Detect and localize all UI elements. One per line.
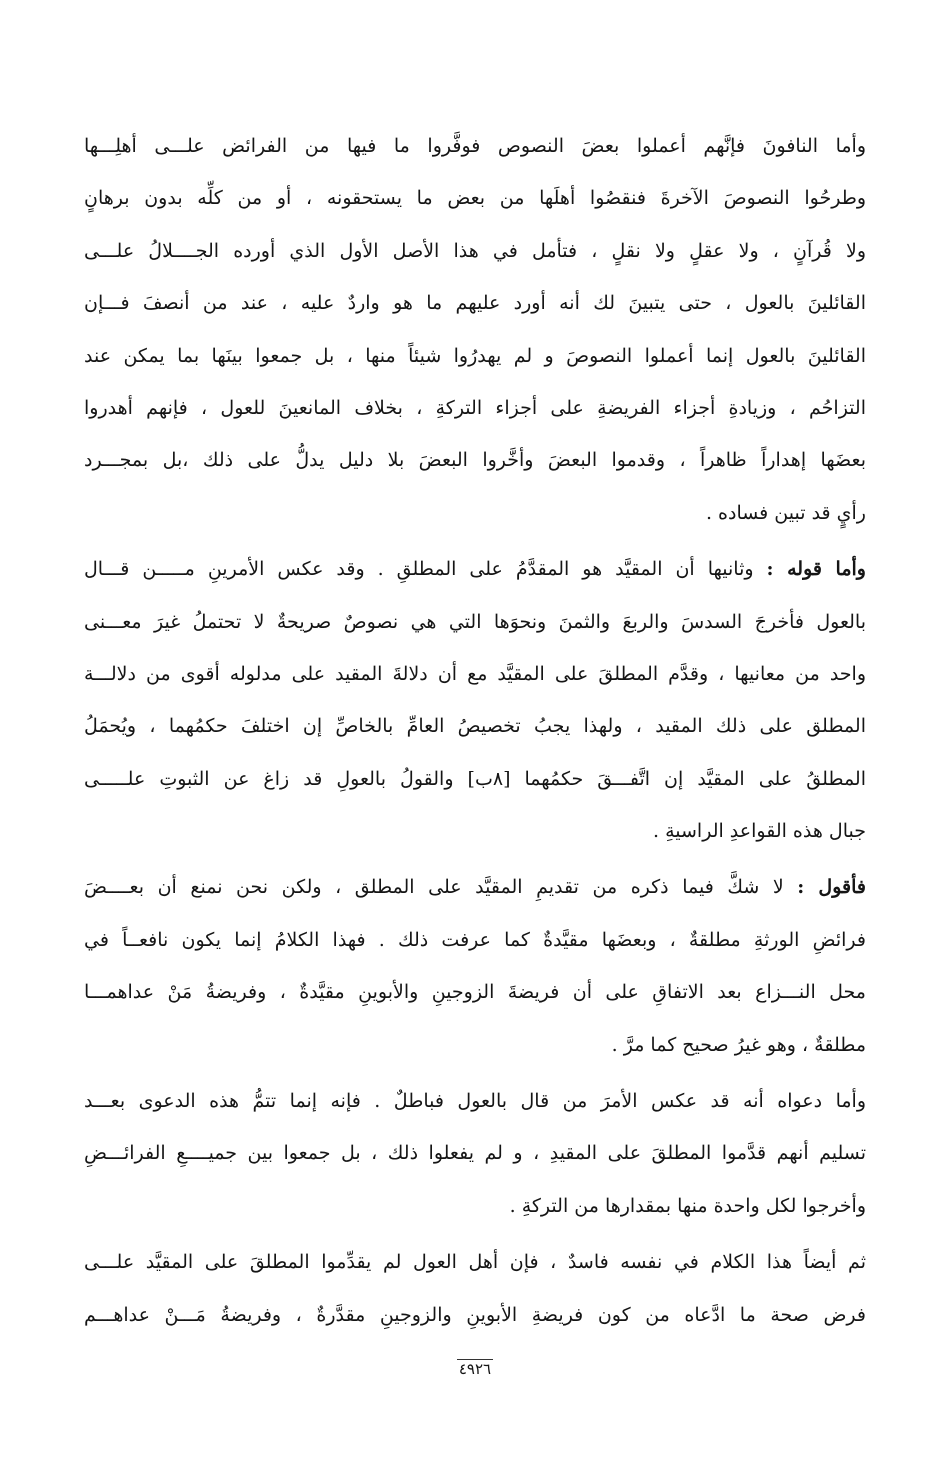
text-line: وأما النافونَ فإنَّهم أعملوا بعضَ النصوص فوفَّروا ما فيها من الفرائض علـــى أهلِـــها <box>84 135 866 157</box>
text-line: ثم أيضاً هذا الكلام في نفسه فاسدٌ ، فإن أهل العول لم يقدِّموا المطلقَ على المقيَّد علـــى <box>84 1251 866 1274</box>
paragraph-2 <box>84 549 866 863</box>
page-number-text: ٤٩٢٦ <box>458 1360 492 1378</box>
paragraph-1 <box>84 126 866 545</box>
text-line: المطلق على ذلك المقيد ، ولهذا يجبُ تخصيصُ العامِّ بالخاصِّ إن اختلفَ حكمُهما ، ويُحمَلُ <box>84 715 866 738</box>
text-line: التزاحُم ، وزيادةِ أجزاء الفريضةِ على أجزاء التركةِ ، بخلاف المانعينَ للعول ، فإنهم أهدروا <box>84 396 866 419</box>
text-line: القائلينَ بالعول ، حتى يتبينَ لك أنه أورد عليهم ما هو واردٌ عليه ، عند من أنصفَ فـــإن <box>84 292 866 315</box>
paragraph-4 <box>84 1081 866 1238</box>
text-line: فرض صحة ما ادَّعاه من كون فريضةِ الأبوينِ والزوجينِ مقدَّرةٌ ، وفريضةُ مَـــنْ عداهـــم <box>84 1303 866 1326</box>
text-line-rest: لا شكَّ فيما ذكره من تقديمِ المقيَّد على المطلق ، ولكن نحن نمنع أن بعــــضَ <box>84 876 784 899</box>
text-line: مطلقةٌ ، وهو غيرُ صحيح كما مرَّ . <box>611 1033 866 1056</box>
body-text <box>84 126 866 1351</box>
text-line: المطلقُ على المقيَّد إن اتَّفـــقَ حكمُهما [٨ب] والقولُ بالعولِ قد زاغ عن الثبوتِ علـــــى <box>84 767 866 790</box>
text-line: بالعول فأخرجَ السدسَ والربعَ والثمنَ ونحوَها التي هي نصوصٌ صريحةٌ لا تحتملُ غيرَ معـــنى <box>84 610 866 633</box>
text-line-with-lead <box>84 867 866 919</box>
text-line: جبال هذه القواعدِ الراسيةِ . <box>653 820 866 843</box>
text-line: وأخرجوا لكل واحدة منها بمقدارها من التركةِ . <box>509 1194 866 1217</box>
text-line-rest: وثانيها أن المقيَّد هو المقدَّمُ على المطلقِ . وقد عكس الأمرينِ مـــــن قـــال <box>84 558 754 581</box>
text-line-with-lead <box>84 549 866 601</box>
text-line: وأما دعواه أنه قد عكس الأمرَ من قال بالعول فباطلٌ . فإنه إنما تتمُّ هذه الدعوى بعـــد <box>84 1090 866 1113</box>
text-line: القائلينَ بالعول إنما أعملوا النصوصَ و لم يهدرُوا شيئاً منها ، بل جمعوا بينَها بما يمكن عند <box>84 344 866 367</box>
text-line: واحد من معانيها ، وقدَّم المطلقَ على المقيَّد مع أن دلالةَ المقيد على مدلوله أقوى من دلالـــة <box>84 662 866 685</box>
paragraph-5 <box>84 1242 866 1347</box>
lead-phrase: فأقول : <box>797 876 866 899</box>
text-line: تسليم أنهم قدَّموا المطلقَ على المقيدِ ، و لم يفعلوا ذلك ، بل جمعوا بين جميــــعِ الفرائـــضِ <box>84 1142 866 1165</box>
text-line: بعضَها إهداراً ظاهراً ، وقدموا البعضَ وأخَّروا البعضَ بلا دليل يدلُّ على ذلك ،بل بمجـــرد <box>84 449 866 472</box>
page-number <box>0 1360 950 1378</box>
text-line: رأيٍ قد تبين فساده . <box>705 501 866 524</box>
text-line: ولا قُرآنٍ ، ولا عقلٍ ولا نقلٍ ، فتأمل في هذا الأصل الأول الذي أورده الجــــلالُ علـــى <box>84 239 866 262</box>
lead-phrase: وأما قوله : <box>766 558 866 581</box>
paragraph-3 <box>84 867 866 1077</box>
text-line: فرائضِ الورثةِ مطلقةٌ ، وبعضَها مقيَّدةٌ كما عرفت ذلك . فهذا الكلامُ إنما يكون نافعــاً في <box>84 928 866 951</box>
text-line: وطرحُوا النصوصَ الآخرةَ فنقصُوا أهلَها من بعض ما يستحقونه ، أو من كلِّه بدون برهانٍ <box>84 187 866 210</box>
text-line: محل النـــزاع بعد الاتفاقِ على أن فريضةَ الزوجينِ والأبوينِ مقيَّدةٌ ، وفريضةُ مَنْ عداهمـــا <box>84 981 866 1004</box>
